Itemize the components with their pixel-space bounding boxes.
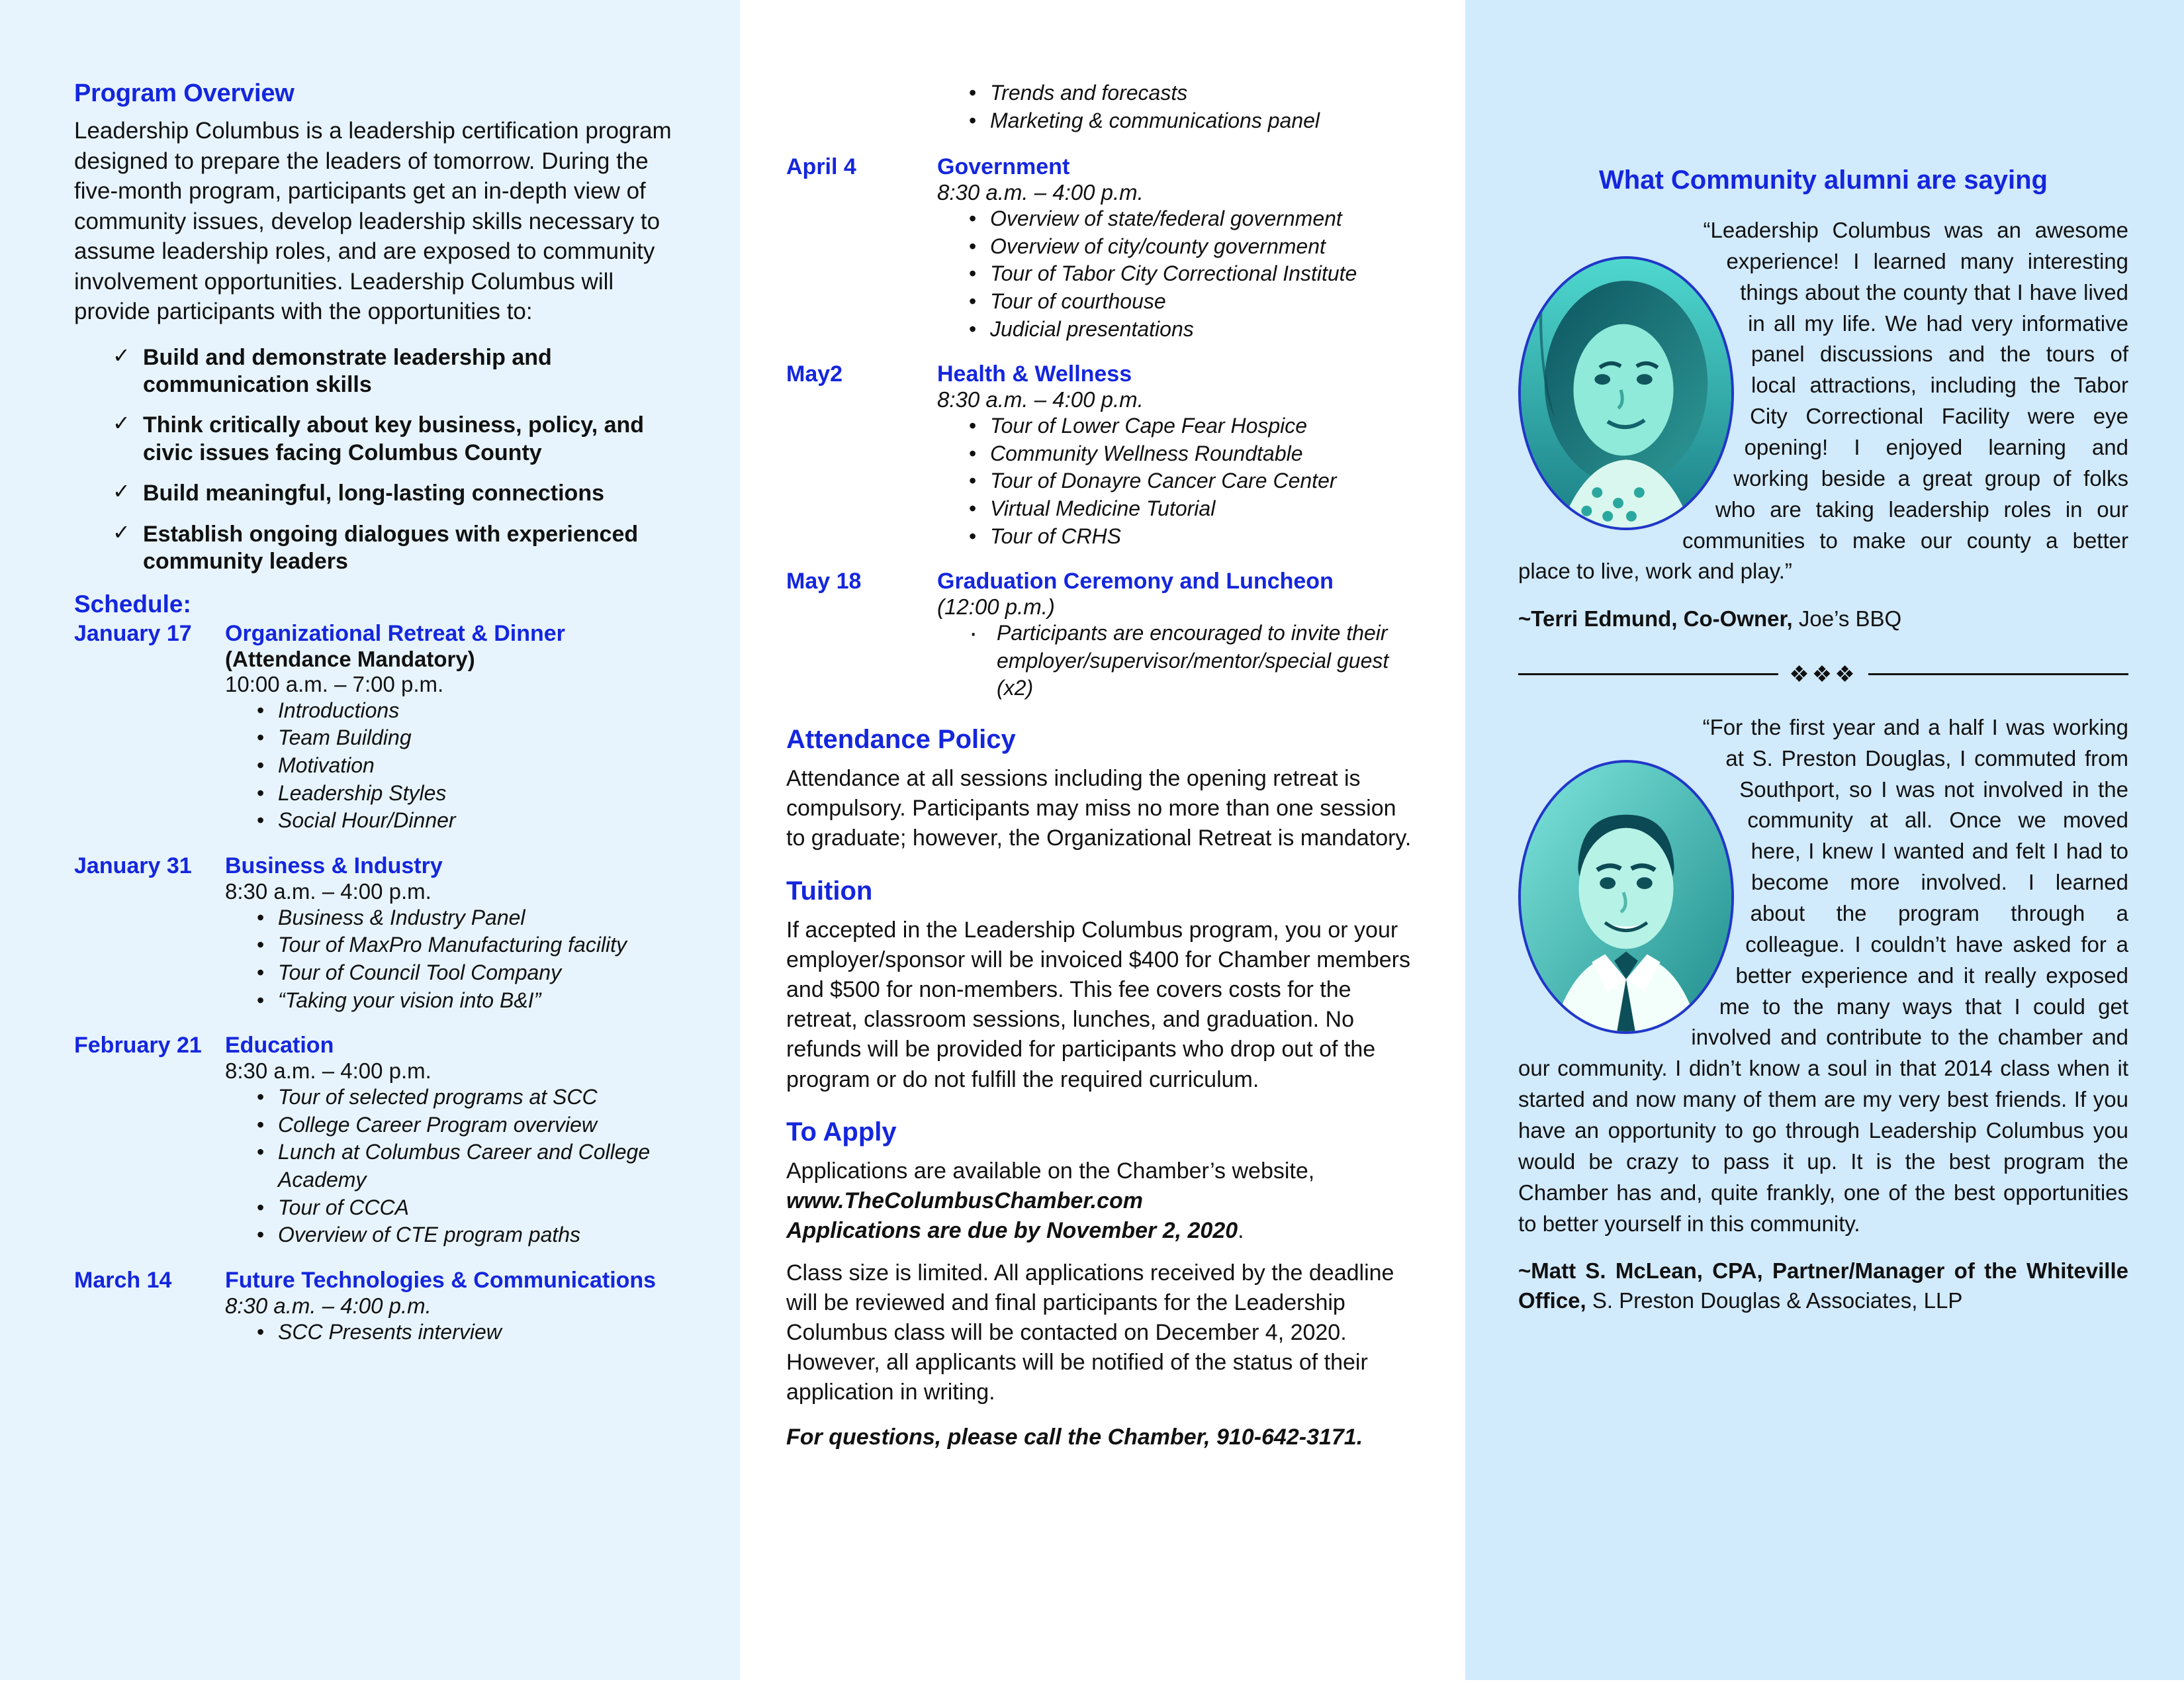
list-item: • Tour of selected programs at SCC	[257, 1084, 692, 1111]
schedule-entry	[74, 853, 692, 1014]
column-schedule-continued	[740, 0, 1465, 1467]
list-item: • Business & Industry Panel	[257, 904, 692, 932]
testimonial-terri-edmund	[1518, 215, 2128, 634]
alumni-section-heading: What Community alumni are saying	[1599, 165, 2048, 195]
schedule-time: 8:30 a.m. – 4:00 p.m.	[225, 878, 432, 904]
schedule-entry-header	[74, 1033, 692, 1058]
list-item: • Tour of Donayre Cancer Care Center	[969, 467, 1412, 495]
schedule-time: 8:30 a.m. – 4:00 p.m.	[225, 1293, 432, 1318]
check-icon: ✓	[113, 343, 130, 367]
attribution-name: ~Matt S. McLean, CPA, Partner/Manager of the Whiteville Office,	[1518, 1258, 2128, 1313]
schedule-date: May2	[786, 361, 843, 387]
tuition-heading: Tuition	[786, 876, 873, 906]
to-apply-intro	[786, 1156, 1412, 1246]
column-alumni-testimonials	[1465, 0, 2184, 1316]
portrait-terri-edmund	[1518, 256, 1734, 530]
testimonial-quote: “For the first year and a half I was working at S. Preston Douglas, I commuted from Southport, so I was not involved in the community at all. Once we moved here, I knew I wanted and felt I had to become more involved. I learned about the program through a colleague. I couldn’t have asked for a better experience and it really exposed me to the many ways that I could get involved and contribute to the chamber and our community. I didn’t know a soul in that 2014 class when it started and now many of them are my very best friends. If you have an opportunity to go through Leadership Columbus you would be crazy to pass it up. It is the best program the Chamber has and, quite frankly, one of the best opportunities to better yourself in this community.	[1518, 714, 2128, 1236]
check-icon: ✓	[113, 520, 130, 544]
schedule-item-list	[74, 1084, 692, 1249]
schedule-entry-header	[74, 1268, 692, 1293]
list-item: • Overview of state/federal government	[969, 205, 1412, 233]
list-item: • Lunch at Columbus Career and College Academy	[257, 1139, 692, 1194]
to-apply-heading: To Apply	[786, 1117, 897, 1147]
schedule-date: January 31	[74, 853, 192, 878]
list-item: • Tour of Council Tool Company	[257, 959, 692, 987]
schedule-time: 10:00 a.m. – 7:00 p.m.	[225, 671, 444, 696]
schedule-heading: Schedule:	[74, 590, 191, 618]
schedule-title: Graduation Ceremony and Luncheon	[937, 569, 1334, 594]
schedule-item-list	[74, 697, 692, 835]
schedule-continued-list	[786, 79, 1412, 134]
list-item: • Overview of city/county government	[969, 233, 1412, 261]
graduation-item-list	[786, 620, 1412, 702]
program-benefits-list	[74, 344, 692, 576]
list-item	[113, 412, 692, 467]
benefit-text: Establish ongoing dialogues with experienced community leaders	[143, 521, 639, 575]
benefit-text: Think critically about key business, policy, and civic issues facing Columbus County	[143, 412, 645, 465]
schedule-title: Health & Wellness	[937, 361, 1132, 387]
diamond-ornament-icon: ❖❖❖	[1789, 661, 1858, 687]
list-item	[113, 521, 692, 576]
divider-rule-right	[1868, 673, 2128, 675]
schedule-entry	[74, 1033, 692, 1249]
schedule-entry	[786, 361, 1412, 550]
schedule-subtitle: (Attendance Mandatory)	[225, 646, 475, 671]
check-icon: ✓	[113, 479, 130, 504]
benefit-text: Build meaningful, long-lasting connections	[143, 481, 604, 506]
testimonial-attribution	[1518, 1256, 2128, 1315]
schedule-time: 8:30 a.m. – 4:00 p.m.	[937, 180, 1144, 205]
schedule-title: Education	[225, 1033, 334, 1058]
list-item: • Marketing & communications panel	[969, 107, 1412, 135]
attribution-company: Joe’s BBQ	[1792, 606, 1902, 632]
to-apply-body: Class size is limited. All applications received by the deadline will be reviewed and final participants for the Leadership Columbus class will be contacted on December 4, 2020. However, all applicants will be notified of the status of their application in writing.	[786, 1260, 1394, 1405]
chamber-website-link[interactable]: www.TheColumbusChamber.com	[786, 1188, 1144, 1214]
column-program-overview	[0, 0, 740, 1364]
schedule-entry-header	[786, 154, 1412, 180]
program-overview-paragraph: Leadership Columbus is a leadership certification program designed to prepare the leaders of tomorrow. During the five-month program, participants get an in-depth view of community issues, develop leadership skills necessary to assume leadership roles, and are exposed to community involvement opportunities. Leadership Columbus will provide participants with the opportunities to:	[74, 118, 672, 324]
schedule-item-list	[74, 904, 692, 1014]
divider-rule-left	[1518, 673, 1778, 675]
deadline-period: .	[1238, 1218, 1244, 1244]
list-item: • Tour of CRHS	[969, 523, 1412, 551]
benefit-text: Build and demonstrate leadership and communication skills	[143, 344, 552, 397]
schedule-entry-graduation	[786, 569, 1412, 702]
list-item: • Leadership Styles	[257, 780, 692, 808]
list-item	[113, 480, 692, 507]
questions-phone-line: For questions, please call the Chamber, 910-642-3171.	[786, 1424, 1363, 1450]
schedule-title: Future Technologies & Communications	[225, 1267, 657, 1293]
list-item	[113, 344, 692, 399]
schedule-entry	[74, 1268, 692, 1346]
testimonial-matt-mclean	[1518, 712, 2128, 1316]
attribution-company: S. Preston Douglas & Associates, LLP	[1586, 1288, 1963, 1313]
check-icon: ✓	[113, 411, 130, 436]
list-item: • Tour of MaxPro Manufacturing facility	[257, 931, 692, 959]
schedule-title: Business & Industry	[225, 853, 443, 878]
schedule-item-list	[786, 205, 1412, 343]
list-item: • Motivation	[257, 752, 692, 780]
attendance-policy-heading: Attendance Policy	[786, 724, 1016, 754]
schedule-entry-header	[74, 853, 692, 879]
attribution-name: ~Terri Edmund, Co-Owner,	[1518, 606, 1793, 632]
list-item: • “Taking your vision into B&I”	[257, 987, 692, 1015]
schedule-entry	[786, 154, 1412, 343]
section-divider	[1518, 663, 2128, 686]
list-item: • Overview of CTE program paths	[257, 1221, 692, 1249]
schedule-item-list	[74, 1319, 692, 1346]
list-item: • Trends and forecasts	[969, 79, 1412, 107]
schedule-date: February 21	[74, 1033, 202, 1058]
list-item: • Tour of courthouse	[969, 288, 1412, 316]
schedule-entry-header	[786, 569, 1412, 594]
to-apply-line1: Applications are available on the Chamber’s website,	[786, 1158, 1315, 1184]
testimonial-attribution	[1518, 604, 2128, 634]
list-item: • Team Building	[257, 724, 692, 752]
program-overview-heading: Program Overview	[74, 79, 295, 107]
schedule-time: 8:30 a.m. – 4:00 p.m.	[937, 387, 1144, 412]
schedule-date: March 14	[74, 1267, 172, 1293]
testimonial-quote: “Leadership Columbus was an awesome experience! I learned many interesting things about the county that I have lived in all my life. We had very informative panel discussions and the tours of local attractions, including the Tabor City Correctional Facility were eye opening! I enjoyed learning and working beside a great group of folks who are taking leadership roles in our communities to make our county a better place to live, work and play.”	[1518, 218, 2128, 584]
application-deadline: Applications are due by November 2, 2020	[786, 1218, 1238, 1244]
list-item: • Tour of Tabor City Correctional Institute	[969, 260, 1412, 288]
list-item: • Social Hour/Dinner	[257, 807, 692, 835]
schedule-time: 8:30 a.m. – 4:00 p.m.	[225, 1058, 432, 1084]
portrait-matt-mclean	[1518, 760, 1734, 1034]
list-item: · Participants are encouraged to invite their employer/supervisor/mentor/special guest (x2)	[965, 620, 1412, 702]
list-item: • College Career Program overview	[257, 1111, 692, 1139]
list-item: • SCC Presents interview	[257, 1319, 692, 1346]
schedule-entry	[74, 621, 692, 835]
schedule-title: Government	[937, 154, 1070, 180]
list-item: • Tour of Lower Cape Fear Hospice	[969, 412, 1412, 440]
tuition-body: If accepted in the Leadership Columbus program, you or your employer/sponsor will be invoiced $400 for Chamber members and $500 for non-members. This fee covers costs for the retreat, classroom sessions, lunches, and graduation. No refunds will be provided for participants who drop out of the program or do not fulfill the required curriculum.	[786, 917, 1410, 1092]
schedule-title: Organizational Retreat & Dinner	[225, 620, 565, 646]
list-item: • Virtual Medicine Tutorial	[969, 495, 1412, 523]
list-item: • Community Wellness Roundtable	[969, 440, 1412, 468]
list-item: • Judicial presentations	[969, 316, 1412, 344]
portrait-image	[1521, 259, 1731, 528]
schedule-entry-header	[74, 621, 692, 647]
schedule-date: May 18	[786, 569, 862, 594]
portrait-image	[1521, 763, 1731, 1031]
schedule-date: January 17	[74, 620, 192, 646]
schedule-item-list	[786, 412, 1412, 550]
attendance-policy-body: Attendance at all sessions including the opening retreat is compulsory. Participants may miss no more than one session to graduate; however, the Organizational Retreat is mandatory.	[786, 765, 1412, 851]
schedule-entry-header	[786, 361, 1412, 387]
list-item: • Introductions	[257, 697, 692, 725]
schedule-date: April 4	[786, 154, 856, 180]
list-item: • Tour of CCCA	[257, 1194, 692, 1222]
schedule-time: (12:00 p.m.)	[937, 594, 1055, 620]
